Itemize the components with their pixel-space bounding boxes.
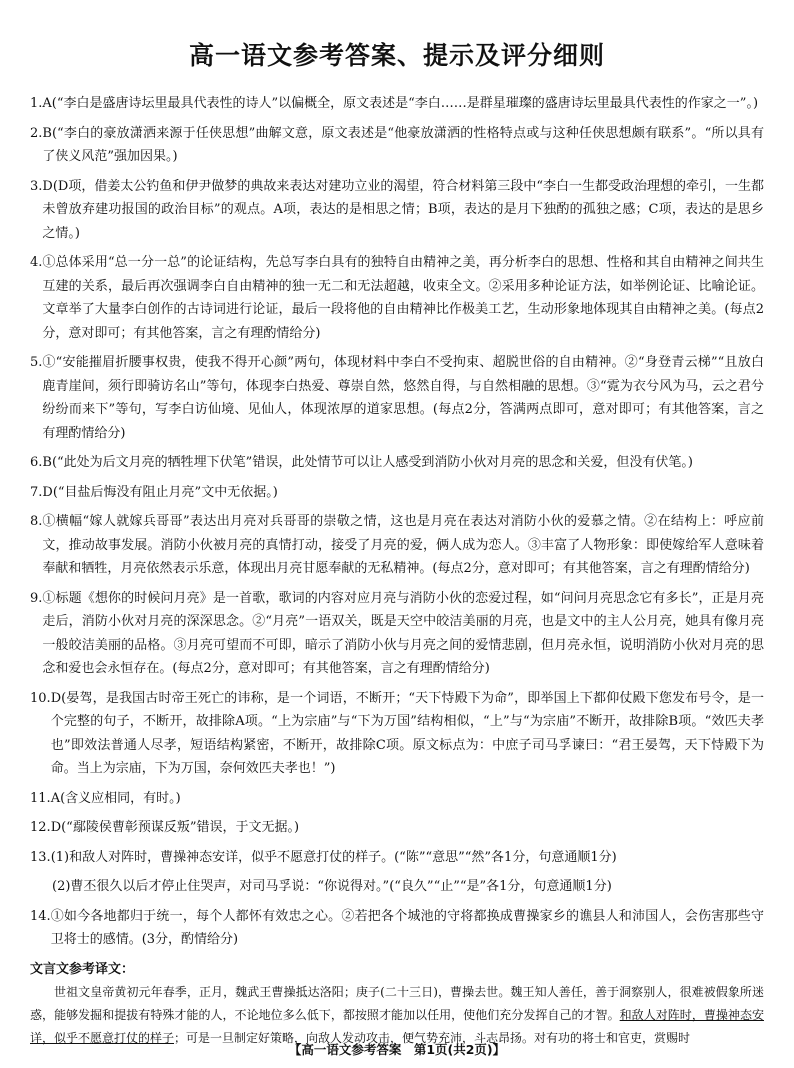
translation-heading: 文言文参考译文：: [30, 961, 135, 977]
answer-item-1: [30, 92, 764, 116]
answer-text: ①标题《想你的时候问月亮》是一首歌，歌词的内容对应月亮与消防小伙的恋爱过程，如“问问月亮思念它有多长”，正是月亮走后，消防小伙对月亮的深深思念。②“月亮”一语双关，既是天空中皎洁美丽的月亮，也是文中的主人公月亮，她具有像月亮一般皎洁美丽的品格。③月亮可望而不可即，暗示了消防小伙与月亮之间的爱情悲剧，但月亮永恒，说明消防小伙对月亮的思念和爱也会永恒存在。(每点2分，意对即可；有其他答案，言之有理酌情给分): [42, 590, 764, 676]
answer-text: B(“李白的豪放潇洒来源于任侠思想”曲解文意，原文表述是“他豪放潇洒的性格特点或与这种任侠思想颇有联系”。“所以具有了侠义风范”强加因果。): [42, 125, 764, 164]
answer-number: 11.: [30, 790, 51, 806]
answer-number: 1.: [30, 96, 43, 111]
answer-text: ①总体采用“总一分一总”的论证结构，先总写李白具有的独特自由精神之美，再分析李白的思想、性格和其自由精神之间共生互建的关系，最后再次强调李白自由精神的独一无二和无法超越，收束全文。②采用多种论证方法，如举例论证、比喻论证。文章举了大量李白创作的古诗词进行论证，最后一段将他的自由精神比作极美工艺，生动形象地体现其自由精神之美。(每点2分，意对即可；有其他答案，言之有理酌情给分): [42, 255, 764, 341]
answer-text: ①横幅“嫁人就嫁兵哥哥”表达出月亮对兵哥哥的崇敬之情，这也是月亮在表达对消防小伙的爱慕之情。②在结构上：呼应前文，推动故事发展。消防小伙被月亮的真情打动，接受了月亮的爱，俩人成为恋人。③丰富了人物形象：即使嫁给军人意味着奉献和牺牲，月亮依然表示乐意，体现出月亮甘愿奉献的无私精神。(每点2分，意对即可；有其他答案，言之有理酌情给分): [42, 514, 764, 576]
answer-text: A(“李白是盛唐诗坛里最具代表性的诗人”以偏概全，原文表述是“李白……是群星璀璨的盛唐诗坛里最具代表性的作家之一”。): [42, 96, 759, 111]
page-title: 高一语文参考答案、提示及评分细则: [188, 41, 605, 70]
answer-item-13: [30, 846, 764, 870]
answer-number: 9.: [30, 590, 43, 606]
translation-underlined: 和敌人对阵时，曹操神态安详，似乎不愿意打仗的样子: [30, 1008, 764, 1045]
answer-item-4: [30, 251, 764, 345]
answer-text: D(晏驾，是我国古时帝王死亡的讳称，是一个词语，不断开；“天下恃殿下为命”，即举国上下都仰仗殿下您发布号令，是一个完整的句子，不断开，故排除A项。“上为宗庙”与“下为万国”结构相似，“上”与“为宗庙”不断开，故排除B项。“效匹夫孝也”即效法普通人尽孝，短语结构紧密，不断开，故排除C项。原文标点为：中庶子司马孚谏曰：“君王晏驾，天下恃殿下为命。当上为宗庙，下为万国，奈何效匹夫孝也！”): [50, 690, 764, 776]
page-footer: 【高一语文参考答案 第1页(共2页)】: [288, 1042, 506, 1057]
answer-number: 14.: [30, 908, 51, 924]
answer-text: ①如今各地都归于统一，每个人都怀有效忠之心。②若把各个城池的守将都换成曹操家乡的谯县人和沛国人，会伤害那些守卫将士的感情。(3分，酌情给分): [50, 908, 764, 947]
answer-list: [30, 92, 764, 1050]
answer-number: 7.: [30, 484, 43, 500]
answer-number: 5.: [30, 355, 43, 370]
answer-text: (1)和敌人对阵时，曹操神态安详，似乎不愿意打仗的样子。(“陈”“意思”“然”各1分，句意通顺1分): [50, 849, 617, 865]
answer-text: D(“鄢陵侯曹彰预谋反叛”错误，于文无据。): [50, 820, 300, 835]
answer-text: B(“此处为后文月亮的牺牲埋下伏笔”错误，此处情节可以让人感受到消防小伙对月亮的思念和关爱，但没有伏笔。): [42, 455, 693, 470]
answer-item-11: [30, 787, 764, 811]
translation-text-1: 世祖文皇帝黄初元年春季，正月，魏武王曹操抵达洛阳；庚子(二十三日)，曹操去世。魏王知人善任，善于洞察别人，很难被假象所迷惑，能够发掘和提拔有特殊才能的人，不论地位多么低下，都按照才能加以任用，使他们充分发挥自己的才智。: [30, 985, 764, 1022]
answer-text: D(“目盐后悔没有阻止月亮”文中无依据。): [42, 484, 278, 500]
answer-item-6: [30, 451, 764, 475]
answer-number: 13.: [30, 849, 51, 865]
answer-item-3: [30, 175, 764, 246]
answer-text: ①“安能摧眉折腰事权贵，使我不得开心颜”两句，体现材料中李白不受拘束、超脱世俗的自由精神。②“身登青云梯”“且放白鹿青崖间，须行即骑访名山”等句，体现李白热爱、尊崇自然，悠然自得，与自然相融的思想。③“霓为衣兮风为马，云之君兮纷纷而来下”等句，写李白访仙境、见仙人，体现浓厚的道家思想。(每点2分，答满两点即可，意对即可；有其他答案，言之有理酌情给分): [42, 355, 764, 441]
answer-number: 8.: [30, 514, 43, 529]
answer-number: 2.: [30, 125, 43, 141]
answer-item-2: [30, 122, 764, 169]
answer-number: 4.: [30, 255, 43, 270]
answer-item-14: [30, 905, 764, 952]
answer-number: 12.: [30, 820, 51, 835]
answer-text: A(含义应相同，有时。): [50, 790, 181, 806]
answer-item-12: [30, 816, 764, 840]
answer-number: 10.: [30, 690, 51, 706]
answer-item-5: [30, 351, 764, 445]
answer-number: 3.: [30, 178, 43, 194]
answer-number: 6.: [30, 455, 43, 470]
answer-item-8: [30, 510, 764, 581]
translation-text-2: ；可是一旦制定好策略，向敌人发动攻击，便气势充沛，斗志昂扬。对有功的将士和官吏，赏赐时: [174, 1031, 691, 1045]
answer-item-9: [30, 587, 764, 681]
answer-text: D(D项，借姜太公钓鱼和伊尹做梦的典故来表达对建功立业的渴望，符合材料第三段中“李白一生都受政治理想的牵引，一生都未曾放弃建功报国的政治目标”的观点。A项，表达的是相思之情；B项，表达的是月下独酌的孤独之感；C项，表达的是思乡之情。): [42, 178, 764, 241]
answer-13-part-2: (2)曹丕很久以后才停止住哭声，对司马孚说：“你说得对。”(“良久”“止”“是”各1分，句意通顺1分): [52, 879, 612, 894]
answer-item-10: [30, 687, 764, 781]
answer-item-7: [30, 481, 764, 505]
